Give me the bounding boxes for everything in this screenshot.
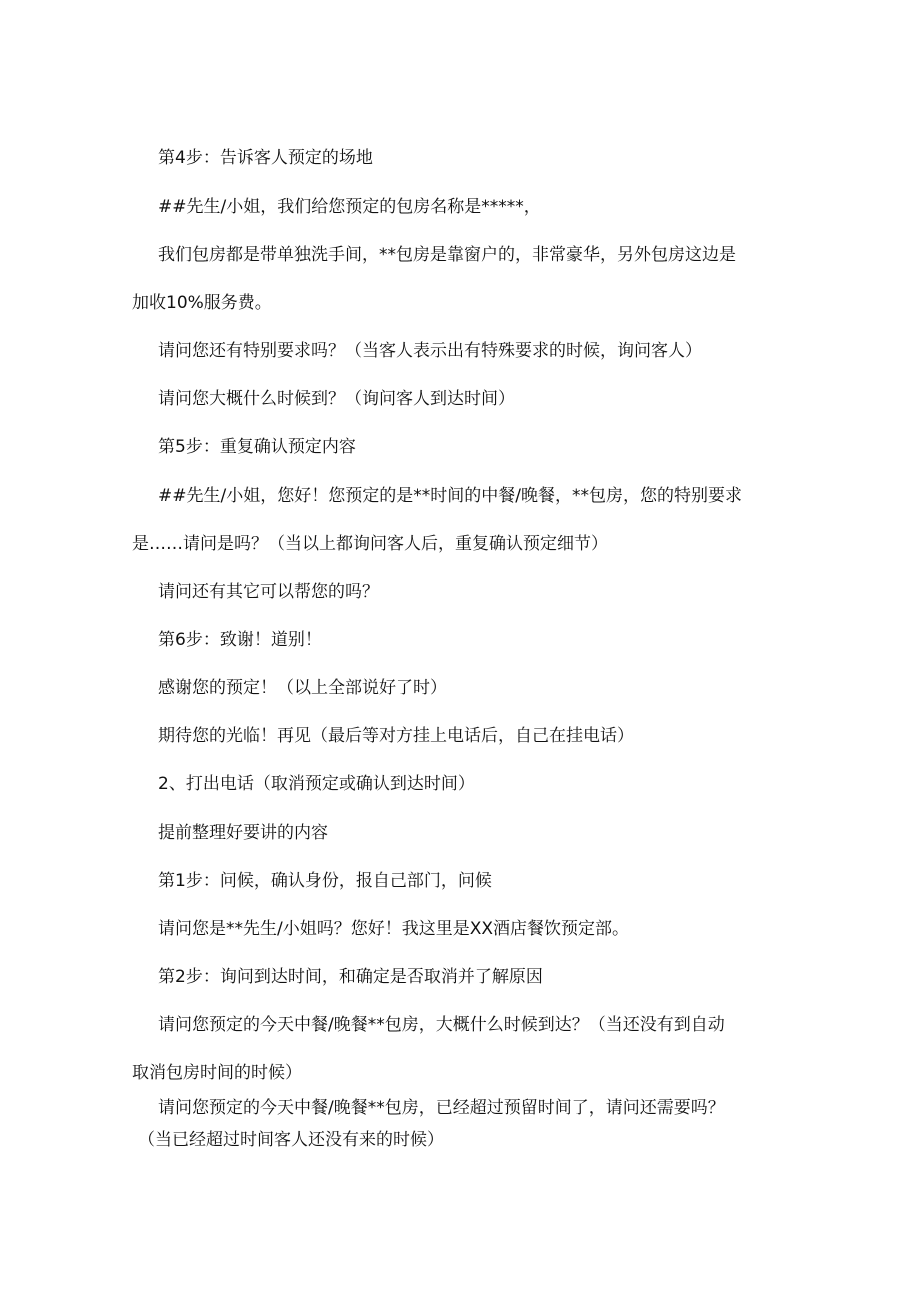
paragraph-line: 请问您还有特别要求吗？（当客人表示出有特殊要求的时候，询问客人） bbox=[158, 341, 702, 361]
paragraph-line: 请问您预定的今天中餐/晚餐**包房，大概什么时候到达？（当还没有到自动 bbox=[158, 1015, 725, 1035]
section-2-heading: 2、打出电话（取消预定或确认到达时间） bbox=[158, 774, 475, 794]
step-6-heading: 第6步：致谢！道别！ bbox=[158, 630, 322, 650]
paragraph-line: 感谢您的预定！（以上全部说好了时） bbox=[158, 678, 447, 698]
step-5-heading: 第5步：重复确认预定内容 bbox=[158, 437, 356, 457]
paragraph-line: 请问您预定的今天中餐/晚餐**包房，已经超过预留时间了，请问还需要吗？ bbox=[158, 1098, 725, 1118]
paragraph-line: 期待您的光临！再见（最后等对方挂上电话后，自己在挂电话） bbox=[158, 726, 634, 746]
paragraph-line: 取消包房时间的时候） bbox=[132, 1063, 302, 1083]
paragraph-line: ##先生/小姐，您好！您预定的是**时间的中餐/晚餐，**包房，您的特别要求 bbox=[158, 486, 742, 506]
paragraph-line: （当已经超过时间客人还没有来的时候） bbox=[138, 1130, 444, 1150]
paragraph-line: 请问您是**先生/小姐吗？您好！我这里是XX酒店餐饮预定部。 bbox=[158, 919, 630, 939]
step-2-heading: 第2步：询问到达时间，和确定是否取消并了解原因 bbox=[158, 967, 543, 987]
paragraph-line: 提前整理好要讲的内容 bbox=[158, 823, 328, 843]
paragraph-line: 加收10%服务费。 bbox=[132, 293, 272, 313]
step-1-heading: 第1步：问候，确认身份，报自己部门，问候 bbox=[158, 871, 492, 891]
paragraph-line: 请问还有其它可以帮您的吗？ bbox=[158, 582, 379, 602]
paragraph-line: ##先生/小姐，我们给您预定的包房名称是*****， bbox=[158, 197, 541, 217]
paragraph-line: 是……请问是吗？（当以上都询问客人后，重复确认预定细节） bbox=[132, 534, 608, 554]
step-4-heading: 第4步：告诉客人预定的场地 bbox=[158, 148, 373, 168]
paragraph-line: 我们包房都是带单独洗手间，**包房是靠窗户的，非常豪华，另外包房这边是 bbox=[158, 245, 736, 265]
paragraph-line: 请问您大概什么时候到？（询问客人到达时间） bbox=[158, 389, 515, 409]
